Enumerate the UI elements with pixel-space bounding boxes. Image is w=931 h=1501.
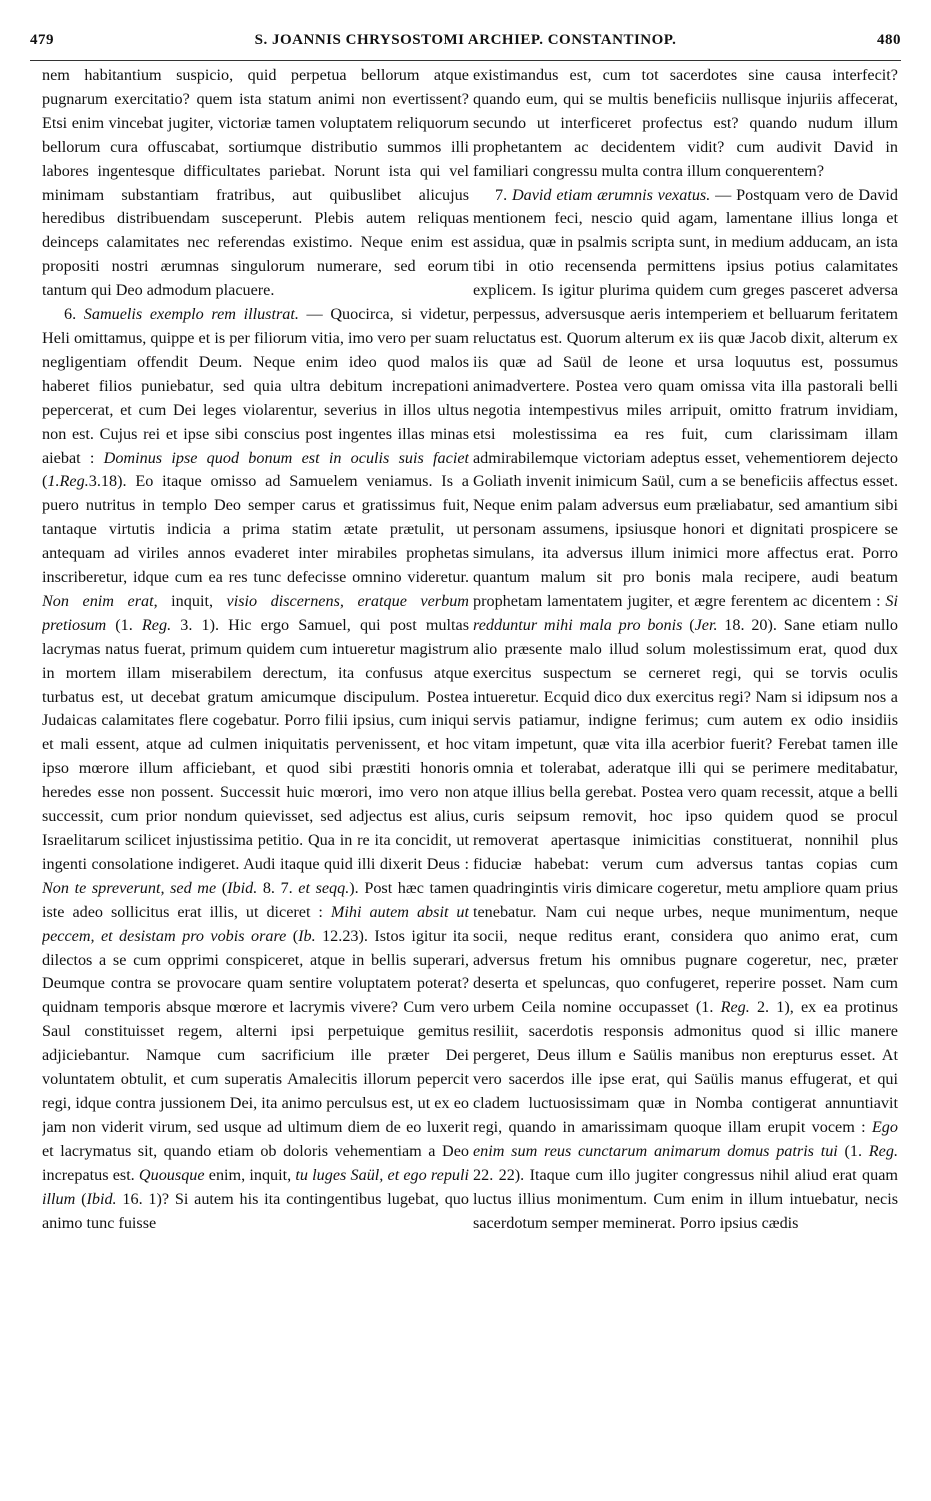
page-number-left: 479 <box>30 32 54 48</box>
page-number-right: 480 <box>877 32 901 48</box>
text-run: ( <box>682 615 695 634</box>
right-column <box>473 64 898 1494</box>
paragraph <box>42 64 469 303</box>
text-run: existimandus est, cum tot sacerdotes sine causa interfecit? quando eum, qui se multis beneficiis nullisque injuriis affecerat, secundo ut interficeret profectus est? quando nudum illum prophetantem ac decidentem vidit? cum audivit David in familiari congressu multa contra illum conquerentem? <box>473 66 898 180</box>
italic-run: Ib. <box>298 926 316 945</box>
italic-run: 1.Reg. <box>47 472 89 491</box>
text-run: ( <box>286 926 299 945</box>
italic-run: David etiam ærumnis vexatus. <box>511 185 711 204</box>
text-run: 3.18). Eo itaque omisso ad Samuelem veniamus. Is a puero nutritus in templo Deo semper carus et gratissimus fuit, tantaque virtutis indicia a prima statim ætate prætulit, ut antequam ad viriles annos evaderet inter mirabiles prophetas inscriberetur, idque cum ea res tunc defecisse omnino videretur. <box>42 472 469 587</box>
italic-run: Reg. <box>868 1141 898 1160</box>
italic-run: Jer. <box>694 615 718 634</box>
text-run: 22. 22). Itaque cum illo jugiter congressus nihil aliud erat quam luctus illius monimentum. Cum enim in illum intuebatur, necis sacerdotum semper meminerat. Porro ipsius cædis <box>473 1165 898 1232</box>
text-run: 12.23). Istos igitur ita dilectos a se cum opprimi conspiceret, atque in bellis superari, Deumque contra se provocare quam sentire voluptatem poterat? quidnam temporis absque mœrore et lacrymis vivere? Cum vero Saul constituisset regem, alterni ipsi perpetuique gemitus adjiciebantur. Namque cum sacrificium ille præter Dei voluntatem obtulit, et cum superatis Amalecitis illorum pepercit regi, idque contra jussionem Dei, ita animo perculsus est, ut ex eo jam non viderit virum, sed usque ad ultimum diem de eo luxerit et lacrymatus sit, quando etiam ob doloris vehementiam a Deo increpatus est. <box>42 926 469 1184</box>
text-run: nem habitantium suspicio, quid perpetua bellorum atque pugnarum exercitatio? quem ista statum animi non evertissent? Etsi enim vincebat jugiter, victoriæ tamen voluptatem reliquorum bellorum cura offuscabat, sortiumque distributio summos illi labores ingentesque difficultates pariebat. Norunt ista qui vel minimam substantiam fratribus, aut quibuslibet alicujus heredibus distribuendam susceperunt. Plebis autem reliquas deinceps calamitates nec referendas existimo. Neque enim est propositi nostri ærumnas singulorum numerare, sed eorum tantum qui Deo admodum placuere. <box>42 66 469 300</box>
paragraph-section-6 <box>42 303 469 1235</box>
text-run: , inquit, <box>153 591 227 610</box>
italic-run: Dominus ipse quod bonum est in oculis suis faciet <box>103 448 469 467</box>
text-run: 16. 1)? Si autem his ita contingentibus lugebat, quo animo tunc fuisse <box>42 1189 469 1232</box>
italic-run: Reg. <box>141 615 172 634</box>
text-run: 3. 1). Hic ergo Samuel, qui post multas lacrymas natus fuerat, primum quidem cum intueretur magistrum in mortem illam miserabilem derectum, ita confusus atque turbatus est, ut decebat gratum amicumque discipulum. Postea Judaicas calamitates flere cogebatur. Porro filii ipsius, cum iniqui et mali essent, atque ad culmen iniquitatis pervenissent, et hoc ipso mœrore illum afficiebant, et quod sibi præstiti honoris heredes esse non possent. Successit huic mœrori, imo vero non successit, cum prior nondum quievisset, sed adjectus est alius, Israelitarum scilicet injustissima petitio. Qua in re ita concidit, ut ingenti consolatione indigeret. Audi itaque quid illi dixerit Deus : <box>42 615 469 873</box>
italic-run: Non enim erat <box>42 591 154 610</box>
italic-run: Quousque <box>138 1165 205 1184</box>
paragraph-section-7 <box>473 184 898 1236</box>
text-run: 7. <box>495 185 512 204</box>
page-header <box>30 32 901 60</box>
italic-run: Non te spreverunt, sed me <box>42 878 217 897</box>
text-run: — Postquam vero de David mentionem feci, nescio quid agam, lamentane illius longa et assidua, quæ in psalmis scripta sunt, in medium adducam, an ista tibi in otio recensenda permittens ipsius potius calamitates expliсem. Is igitur plurima quidem cum greges pasceret adversa perpessus, adversusque aeris intemperiem et belluarum feritatem reluctatus est. Quorum alterum ex iis quæ Jacob dixit, alterum ex iis quæ ad Saül de leone et ursa loquutus est, possumus animadvertere. Postea vero quam omissa vita illa pastorali belli negotia intempestivus miles arripuit, omitto fratrum invidiam, etsi molestissima ea res fuit, cum clarissimam illam admirabilemque victoriam adeptus esset, vehementiorem dejecto Goliath invenit inimicum Saül, cum a se beneficiis affectus esset. Neque enim palam adversus eum præliabatur, sed amantium sibi personam assumens, ipsiusque honori et dignitati prospicere se simulans, ita adversus illum inimici more affectus erat. Porro quantum malum sit pro bonis mala recipere, audi beatum prophetam lamentatem jugiter, et ægre ferentem ac dicentem : <box>473 185 898 610</box>
italic-run: visio discernens, eratque verbum pretiosum <box>42 591 469 634</box>
text-run: enim, inquit, <box>204 1165 296 1184</box>
text-run: ( <box>216 878 228 897</box>
text-run: — Quocirca, si videtur, Heli omittamus, quippe et is per filiorum vitia, imo vero per suam negligentiam offendit Deum. Neque enim ideo quod malos haberet filios puniebatur, sed quia ultra debitum increpationi pepercerat, et cum Dei leges violarentur, severius in illos ultus non est. Cujus rei et ipse sibi conscius post ingentes illas minas aiebat : <box>42 305 469 467</box>
text-run: 6. <box>64 305 84 324</box>
header-rule <box>30 60 901 61</box>
text-run: 8. 7. <box>257 878 299 897</box>
text-run: ( <box>42 472 48 491</box>
italic-run: tu luges Saül, et ego repuli illum <box>42 1165 469 1208</box>
text-run: (1. <box>837 1141 869 1160</box>
italic-run: Ibid. <box>86 1189 117 1208</box>
text-run: ). Post hæc tamen iste adeo sollicitus erat illis, ut diceret : <box>42 878 469 921</box>
left-column <box>42 64 469 1494</box>
text-run: 18. 20). Sane etiam nullo alio præsente malo illud solum molestissimum erat, quod dux exercitus suspectum se cerneret regi, qui se torvis oculis intueretur. Ecquid dico dux exercitus regi? Nam si idipsum nos a servis patiamur, indigne ferimus; cum autem ex odio insidiis vitam impetunt, quæ vita illa acerbior fuerit? Ferebat tamen ille omnia et tolerabat, aderatque illi qui se perimere meditabatur, atque illius bella gerebat. Postea vero quam recessit, atque a belli curis seipsum removit, hoc ipso quidem quod se procul removerat apertasque inimicitias constituerat, nonnihil plus fiduciæ habebat: verum cum adversus tantas copias cum quadringintis viris dimicare cogeretur, metu ampliore quam prius tenebatur. Nam cui neque urbes, neque munimentum, neque socii, neque reditus erant, considera quo animo erat, cum adversus fretum his omnibus pugnare cogeretur, nec, præter deserta et speluncas, quo confugeret, reperire posset. Nam cum urbem Ceila nomine occupasset (1. <box>473 615 898 1017</box>
text-run: ( <box>75 1189 87 1208</box>
italic-run: et seqq. <box>298 878 350 897</box>
italic-run: Ego enim sum reus cunctarum animarum domus patris tui <box>473 1117 898 1160</box>
italic-run: Samuelis exemplo rem illustrat. <box>83 305 299 324</box>
text-run: 2. 1), ex ea protinus resiliit, sacerdotis responsis admonitus quod si illic manere pergeret, Deus illum e Saülis manibus non erepturus esset. At vero sacerdos ille ipse erat, qui Saülis manus effugerat, et qui cladem luctuosissimam quæ in Nomba contigerat annuntiavit regi, quando in amarissimam quoque illam erupit vocem : <box>473 998 898 1136</box>
running-title: S. JOANNIS CHRYSOSTOMI ARCHIEP. CONSTANTINOP. <box>254 32 677 48</box>
italic-run: Ibid. <box>227 878 258 897</box>
text-run: (1. <box>106 615 142 634</box>
italic-run: Reg. <box>720 998 750 1017</box>
paragraph <box>473 64 898 184</box>
italic-run: Mihi autem absit ut peccem, et desistam pro vobis orare <box>42 902 469 945</box>
italic-run: Si redduntur mihi mala pro bonis <box>473 591 898 634</box>
